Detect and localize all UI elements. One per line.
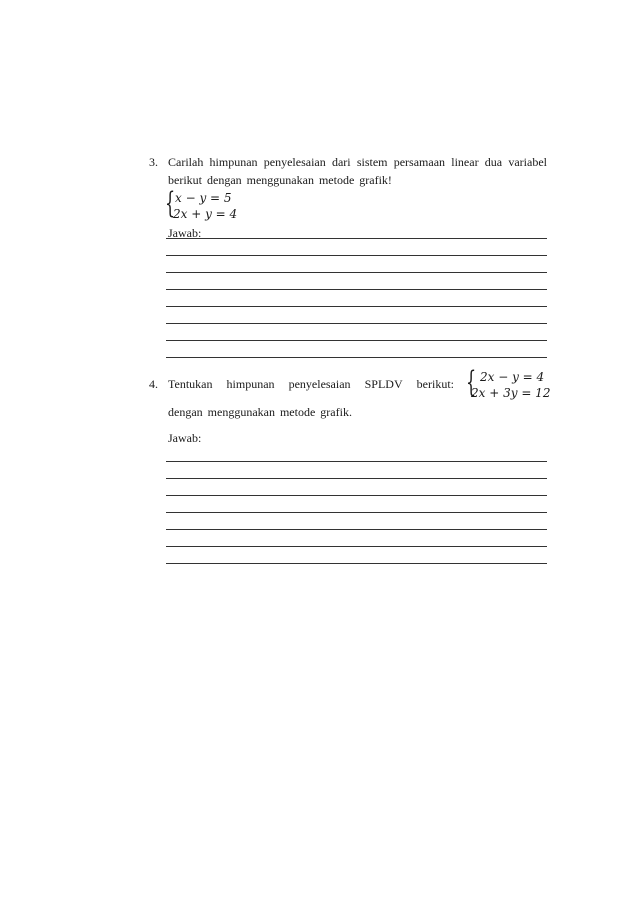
answer-line	[166, 289, 547, 290]
question-4-text-line-2: dengan menggunakan metode grafik.	[168, 405, 352, 419]
answer-line	[166, 478, 547, 479]
answer-line	[166, 357, 547, 358]
answer-line	[166, 255, 547, 256]
question-3-answer-label: Jawab:	[168, 226, 202, 240]
question-4-text-line-1: Tentukan himpunan penyelesaian SPLDV berikut:	[168, 377, 454, 391]
answer-line	[166, 238, 547, 239]
answer-line	[166, 340, 547, 341]
question-3-equation-2: 2x + y = 4	[173, 207, 238, 221]
question-4-equation-1: 2x − y = 4	[480, 370, 545, 384]
answer-line	[166, 323, 547, 324]
answer-line	[166, 563, 547, 564]
answer-line	[166, 529, 547, 530]
question-3-number: 3.	[149, 155, 158, 169]
answer-line	[166, 495, 547, 496]
question-3-text-line-1: Carilah himpunan penyelesaian dari sistem persamaan linear dua variabel	[168, 155, 547, 169]
question-3-system-brace: {	[165, 186, 176, 220]
question-4-answer-label: Jawab:	[168, 431, 202, 445]
answer-line	[166, 272, 547, 273]
question-3-equation-1: x − y = 5	[175, 191, 232, 205]
answer-line	[166, 546, 547, 547]
question-4-number: 4.	[149, 377, 158, 391]
question-4-system-brace: {	[466, 365, 477, 399]
question-3-text-line-2: berikut dengan menggunakan metode grafik!	[168, 173, 392, 187]
answer-line	[166, 461, 547, 462]
answer-line	[166, 512, 547, 513]
answer-line	[166, 306, 547, 307]
question-4-equation-2: 2x + 3y = 12	[471, 386, 551, 400]
